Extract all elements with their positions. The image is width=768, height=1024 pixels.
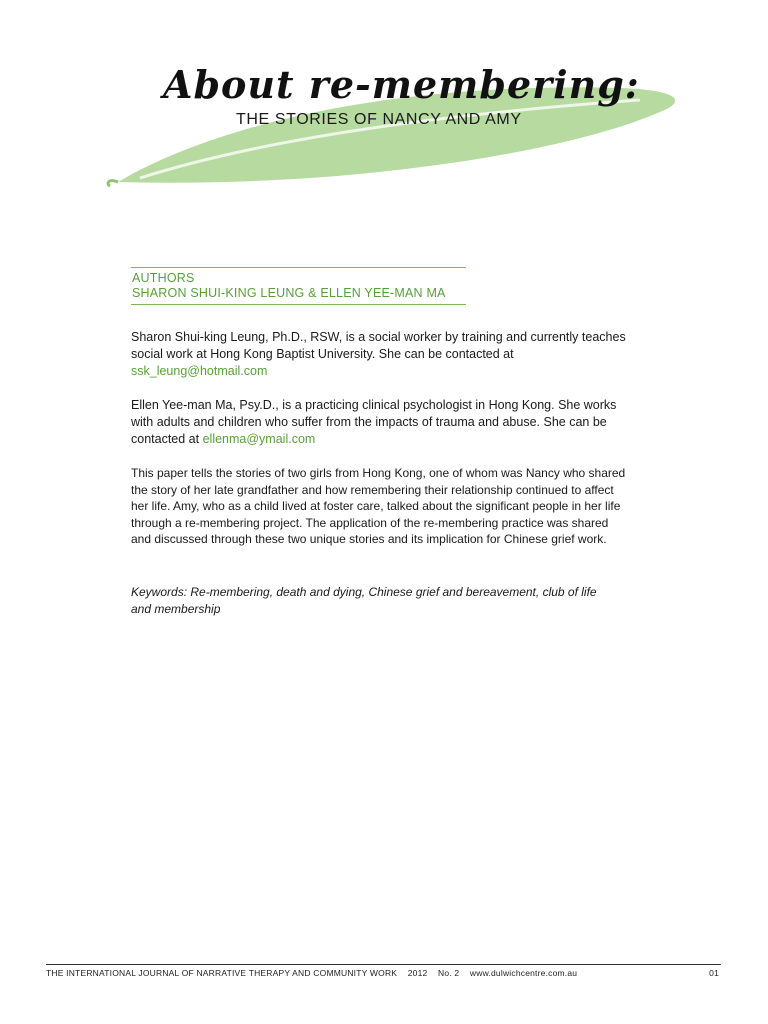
footer-journal: THE INTERNATIONAL JOURNAL OF NARRATIVE THERAPY AND COMMUNITY WORK <box>46 968 398 978</box>
abstract: This paper tells the stories of two girls from Hong Kong, one of whom was Nancy who shared the story of her late grandfather and how remembering their relationship continued to affect her life. Amy, who as a child lived at foster care, talked about the significant people in her life through a re-membering project. The application of the re-membering practice was shared and discussed through these two unique stories and its implication for Chinese grief work. <box>131 466 626 546</box>
email-link-leung[interactable]: ssk_leung@hotmail.com <box>131 364 268 378</box>
footer-issue: No. 2 <box>438 968 460 978</box>
author-bio-leung <box>131 329 631 380</box>
author-bio-ma <box>131 397 631 448</box>
page-number: 01 <box>709 968 719 978</box>
page-title: About re-membering: <box>163 62 640 107</box>
keywords: Keywords: Re-membering, death and dying, Chinese grief and bereavement, club of life and membership <box>131 585 597 616</box>
page-subtitle: THE STORIES OF NANCY AND AMY <box>236 111 522 128</box>
footer-website[interactable]: www.dulwichcentre.com.au <box>469 968 578 978</box>
bio-text: Sharon Shui-king Leung, Ph.D., RSW, is a social worker by training and currently teaches social work at Hong Kong Baptist University. She can be contacted at <box>131 330 626 361</box>
authors-block <box>131 267 466 305</box>
bio-text: Ellen Yee-man Ma, Psy.D., is a practicing clinical psychologist in Hong Kong. She works with adults and children who suffer from the impacts of trauma and abuse. She can be contacted at <box>131 398 617 446</box>
footer-rule <box>46 964 721 965</box>
email-link-ma[interactable]: ellenma@ymail.com <box>202 432 316 446</box>
authors-names: SHARON SHUI-KING LEUNG & ELLEN YEE-MAN MA <box>132 286 446 300</box>
authors-label: AUTHORS <box>132 271 195 285</box>
footer-year: 2012 <box>407 968 428 978</box>
footer <box>46 968 721 978</box>
